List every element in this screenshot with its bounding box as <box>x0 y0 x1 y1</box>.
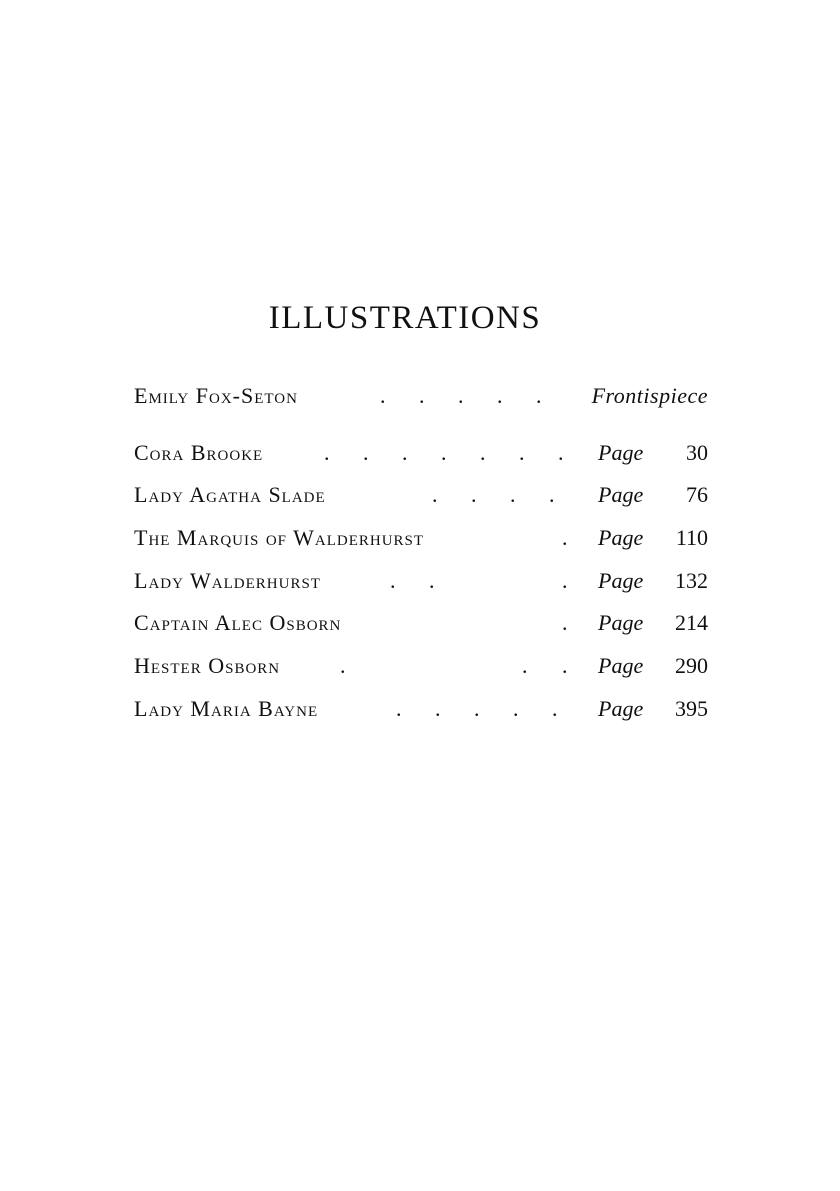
page-reference-label: Page <box>598 525 644 550</box>
dot-leader: . . . . <box>432 482 569 507</box>
dot-leader: . . . . . . . <box>324 440 578 465</box>
dot-leader: . <box>562 653 568 678</box>
page-reference-label: Page <box>598 653 644 678</box>
dot-leader: . <box>522 653 542 678</box>
page-number: 132 <box>675 568 708 593</box>
illustration-entry <box>134 564 708 598</box>
page-reference-label: Page <box>598 568 644 593</box>
page-number: 76 <box>686 482 708 507</box>
page-reference-label: Frontispiece <box>591 383 708 408</box>
illustration-entry <box>134 649 708 683</box>
illustration-name: Hester Osborn <box>134 653 281 678</box>
page-number: 30 <box>686 440 708 465</box>
illustration-name: The Marquis of Walderhurst <box>134 525 425 550</box>
illustration-name: Lady Maria Bayne <box>134 696 319 721</box>
page-reference-label: Page <box>598 696 644 721</box>
dot-leader: . <box>562 525 568 550</box>
dot-leader: . <box>340 653 360 678</box>
page-reference-label: Page <box>598 482 644 507</box>
illustration-name: Lady Agatha Slade <box>134 482 326 507</box>
illustration-entry <box>134 436 708 470</box>
page-number: 110 <box>675 525 708 550</box>
dot-leader: . <box>562 610 568 635</box>
illustration-entry <box>134 478 708 512</box>
page-number: 290 <box>675 653 708 678</box>
illustration-entry <box>134 606 708 640</box>
illustration-entry <box>134 521 708 555</box>
illustration-entry <box>134 692 708 726</box>
illustration-name: Lady Walderhurst <box>134 568 321 593</box>
dot-leader: . . <box>390 568 449 593</box>
page-reference-label: Page <box>598 610 644 635</box>
dot-leader: . <box>562 568 568 593</box>
illustration-name: Captain Alec Osborn <box>134 610 342 635</box>
illustration-name: Emily Fox-Seton <box>134 383 298 408</box>
illustration-name: Cora Brooke <box>134 440 264 465</box>
dot-leader: . . . . . <box>380 383 556 408</box>
illustration-entry <box>134 379 708 413</box>
page-number: 395 <box>675 696 708 721</box>
page-number: 214 <box>675 610 708 635</box>
page-title: ILLUSTRATIONS <box>268 300 542 337</box>
dot-leader: . . . . . <box>396 696 572 721</box>
page-reference-label: Page <box>598 440 644 465</box>
